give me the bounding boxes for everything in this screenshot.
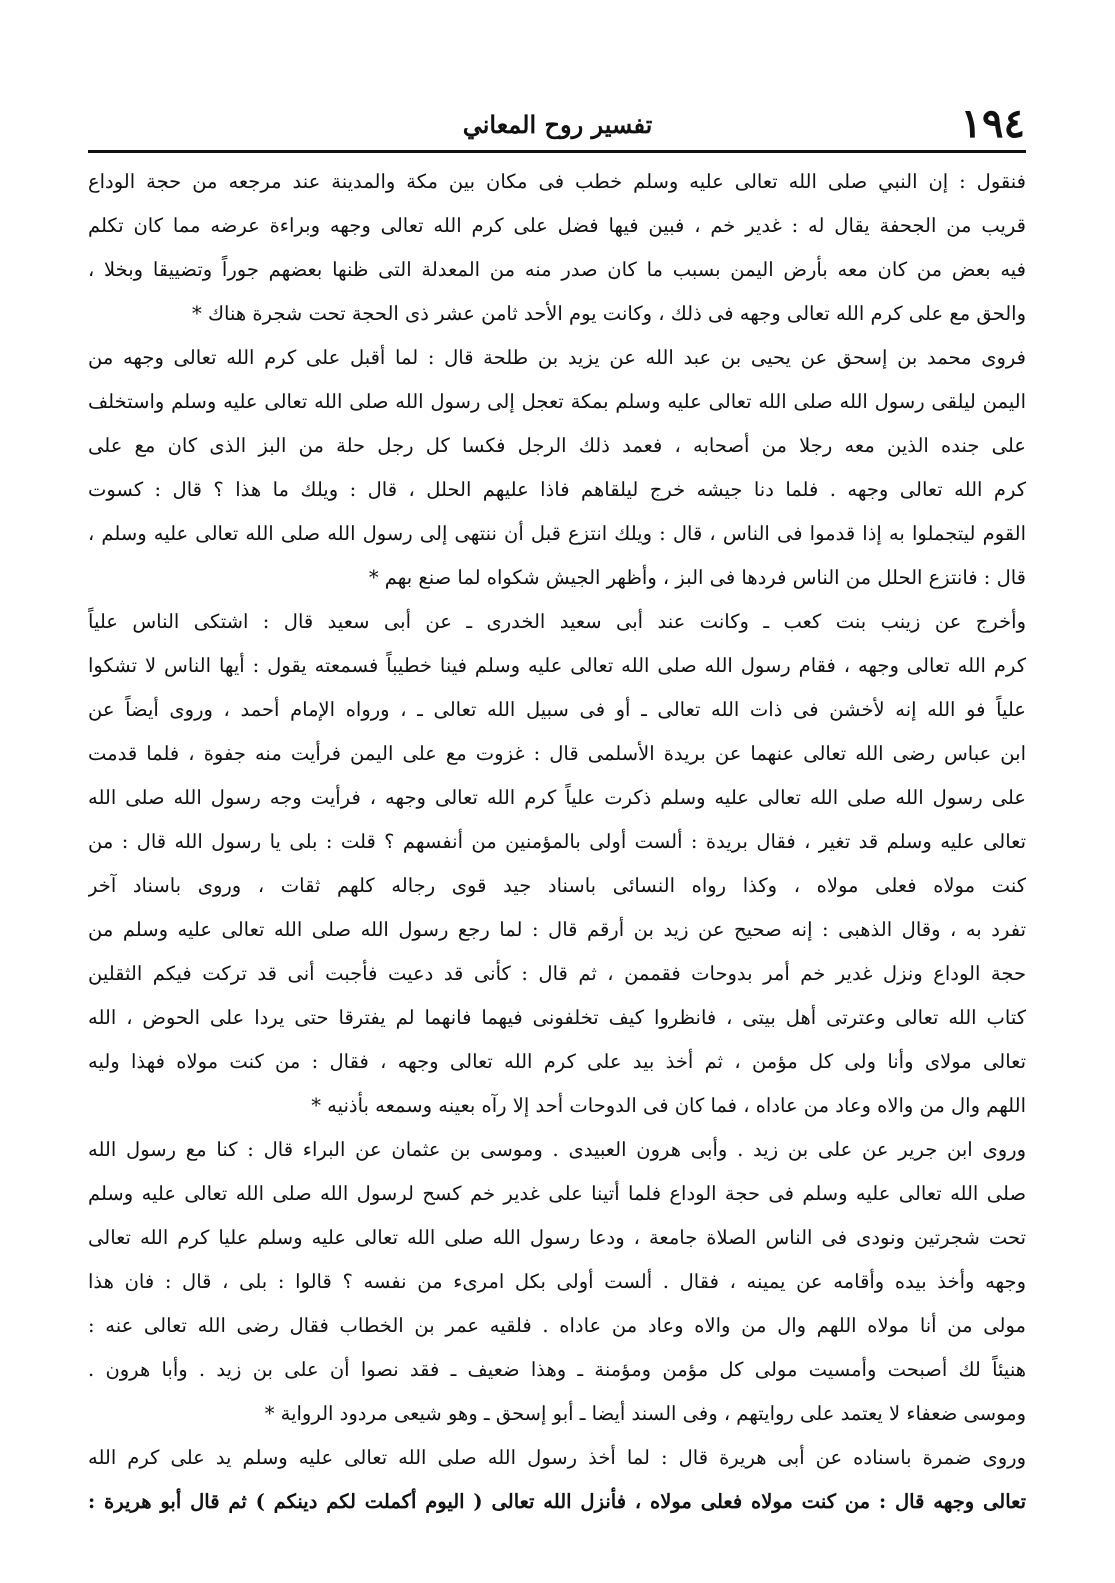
text-line: قال : فانتزع الحلل من الناس فردها فى البز ، وأظهر الجيش شكواه لما صنع بهم * xyxy=(368,566,1026,589)
text-line: والحق مع على كرم الله تعالى وجهه فى ذلك ، وكانت يوم الأحد ثامن عشر ذى الحجة تحت شجرة هناك * xyxy=(192,302,1026,325)
running-title: تفسير روح المعاني xyxy=(462,110,653,139)
text-line: على جنده الذين معه رجلا من أصحابه ، فعمد ذلك الرجل فكسا كل رجل حلة من البز الذى كان مع على xyxy=(88,434,1026,457)
text-line: حجة الوداع ونزل غدير خم أمر بدوحات فقممن ، ثم قال : كأنى قد دعيت فأجبت أنى قد تركت فيكم الثقلين xyxy=(88,962,1026,985)
text-line: على رسول الله صلى الله تعالى عليه وسلم ذكرت علياً كرم الله تعالى وجهه ، فرأيت وجه رسول الله صلى الله xyxy=(88,786,1026,809)
page-header xyxy=(90,100,1025,150)
text-line: فروى محمد بن إسحق عن يحيى بن عبد الله عن يزيد بن طلحة قال : لما أقبل على كرم الله تعالى وجهه من xyxy=(88,346,1026,369)
text-line: تعالى عليه وسلم قد تغير ، فقال بريدة : ألست أولى بالمؤمنين من أنفسهم ؟ قلت : بلى يا رسول الله قال : من xyxy=(88,830,1026,853)
text-line: علياً فو الله إنه لأخشن فى ذات الله تعالى ـ أو فى سبيل الله تعالى ـ ، ورواه الإمام أحمد ، وروى أيضاً عن xyxy=(88,698,1026,721)
header-rule xyxy=(88,150,1026,153)
text-line: كنت مولاه فعلى مولاه ، وكذا رواه النسائى باسناد جيد قوى رجاله كلهم ثقات ، وروى باسناد آخر xyxy=(88,874,1026,897)
text-line: مولى من أنا مولاه اللهم وال من والاه وعاد من عاداه . فلقيه عمر بن الخطاب فقال رضى الله تعالى عنه : xyxy=(88,1314,1026,1337)
text-line: كرم الله تعالى وجهه . فلما دنا جيشه خرج ليلقاهم فاذا عليهم الحلل ، قال : ويلك ما هذا ؟ قال : كسوت xyxy=(88,478,1026,501)
text-line: تحت شجرتين ونودى فى الناس الصلاة جامعة ، ودعا رسول الله صلى الله تعالى عليه وسلم عليا كرم الله تعالى xyxy=(88,1226,1026,1249)
text-line: كتاب الله تعالى وعترتى أهل بيتى ، فانظروا كيف تخلفونى فيهما فانهما لم يفترقا حتى يردا على الحوض ، الله xyxy=(88,1006,1026,1029)
page-body xyxy=(88,160,1026,1524)
text-line: اللهم وال من والاه وعاد من عاداه ، فما كان فى الدوحات أحد إلا رآه بعينه وسمعه بأذنيه * xyxy=(311,1094,1026,1117)
text-line: ابن عباس رضى الله تعالى عنهما عن بريدة الأسلمى قال : غزوت مع على اليمن فرأيت منه جفوة ، فلما قدمت xyxy=(88,742,1026,765)
text-line: فيه بعض من كان معه بأرض اليمن بسبب ما كان صدر منه من المعدلة التى ظنها بعضهم جوراً وتضييقا وبخلا ، xyxy=(88,258,1026,281)
text-line: تعالى وجهه قال : من كنت مولاه فعلى مولاه ، فأنزل الله تعالى ( اليوم أكملت لكم دينكم ) ثم قال أبو هريرة : xyxy=(88,1490,1026,1513)
page-number: ١٩٤ xyxy=(960,100,1025,147)
text-line: تعالى مولاى وأنا ولى كل مؤمن ، ثم أخذ بيد على كرم الله تعالى وجهه ، فقال : من كنت مولاه فهذا وليه xyxy=(88,1050,1026,1073)
text-line: صلى الله تعالى عليه وسلم فى حجة الوداع فلما أتينا على غدير خم كسح لرسول الله صلى الله تعالى عليه وسلم xyxy=(88,1182,1026,1205)
text-line: القوم ليتجملوا به إذا قدموا فى الناس ، قال : ويلك انتزع قبل أن ننتهى إلى رسول الله صلى الله تعالى عليه وسلم ، xyxy=(88,522,1026,545)
text-line: وجهه وأخذ بيده وأقامه عن يمينه ، فقال . ألست أولى بكل امرىء من نفسه ؟ قالوا : بلى ، قال : فان هذا xyxy=(88,1270,1026,1293)
text-line: هنيئاً لك أصبحت وأمسيت مولى كل مؤمن ومؤمنة ـ وهذا ضعيف ـ فقد نصوا أن على بن زيد . وأبا هرون . xyxy=(88,1358,1026,1381)
text-line: وأخرج عن زينب بنت كعب ـ وكانت عند أبى سعيد الخدرى ـ عن أبى سعيد قال : اشتكى الناس علياً xyxy=(88,610,1026,633)
text-line: وروى ابن جرير عن على بن زيد . وأبى هرون العبيدى . وموسى بن عثمان عن البراء قال : كنا مع رسول الله xyxy=(88,1138,1026,1161)
text-line: وموسى ضعفاء لا يعتمد على روايتهم ، وفى السند أيضا ـ أبو إسحق ـ وهو شيعى مردود الرواية * xyxy=(264,1402,1026,1425)
text-line: تفرد به ، وقال الذهبى : إنه صحيح عن زيد بن أرقم قال : لما رجع رسول الله صلى الله تعالى عليه وسلم من xyxy=(88,918,1026,941)
text-line: قريب من الجحفة يقال له : غدير خم ، فبين فيها فضل على كرم الله تعالى وجهه وبراءة عرضه مما كان تكلم xyxy=(88,214,1026,237)
text-line: اليمن ليلقى رسول الله صلى الله تعالى عليه وسلم بمكة تعجل إلى رسول الله صلى الله تعالى عليه وسلم واستخلف xyxy=(88,390,1026,413)
text-line: فنقول : إن النبي صلى الله تعالى عليه وسلم خطب فى مكان بين مكة والمدينة عند مرجعه من حجة الوداع xyxy=(88,170,1026,193)
text-line: وروى ضمرة باسناده عن أبى هريرة قال : لما أخذ رسول الله صلى الله تعالى عليه وسلم يد على كرم الله xyxy=(88,1446,1026,1469)
text-line: كرم الله تعالى وجهه ، فقام رسول الله صلى الله تعالى عليه وسلم فينا خطيباً فسمعته يقول : أيها الناس لا تشكوا xyxy=(88,654,1026,677)
